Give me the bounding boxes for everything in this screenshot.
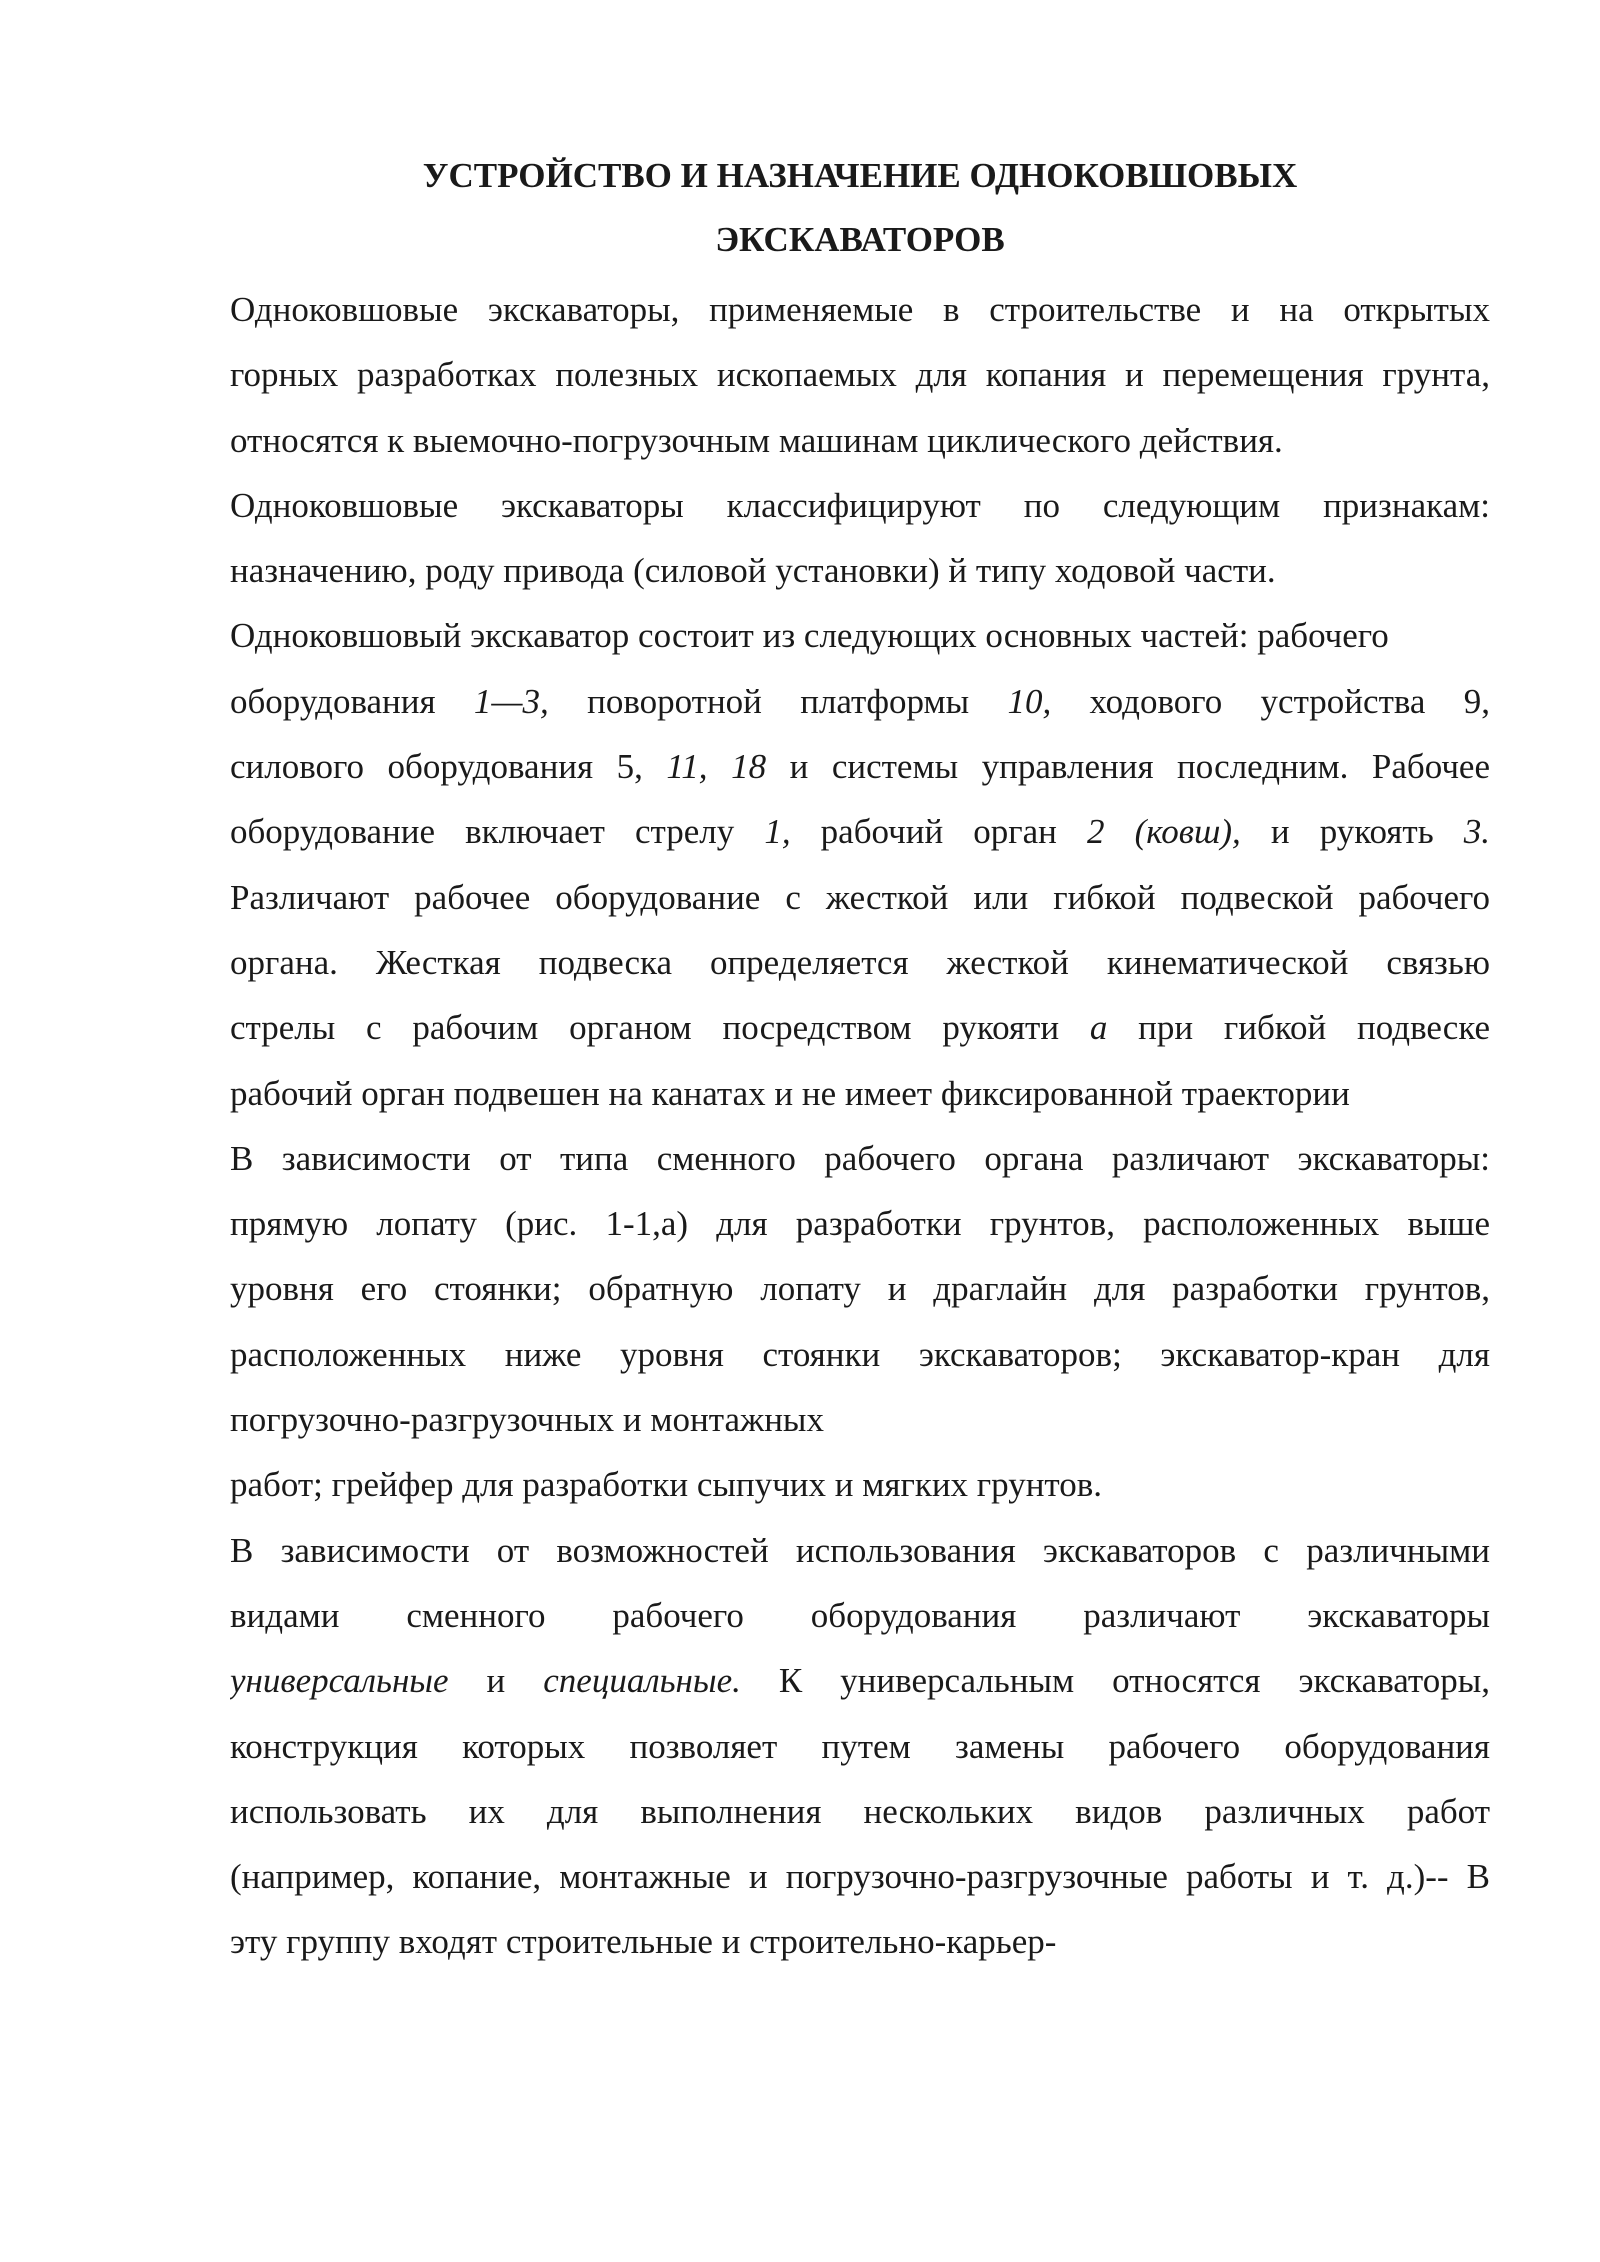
text-segment: Одноковшовый экскаватор состоит из следующих основных частей: рабочего bbox=[230, 616, 1389, 656]
text-line bbox=[230, 1844, 1490, 1909]
text-segment: и рукоять bbox=[1240, 812, 1464, 852]
text-line bbox=[230, 1518, 1490, 1583]
text-line bbox=[230, 1061, 1490, 1126]
text-line bbox=[230, 1648, 1490, 1713]
text-line bbox=[230, 930, 1490, 995]
text-segment: рабочий орган bbox=[790, 812, 1087, 852]
text-line bbox=[230, 538, 1490, 603]
text-line bbox=[230, 1779, 1490, 1844]
text-segment: использовать их для выполнения нескольких видов различных работ bbox=[230, 1791, 1490, 1831]
text-segment: ходового устройства 9, bbox=[1051, 681, 1490, 721]
text-segment: Одноковшовые экскаваторы, применяемые в строительстве и на открытых bbox=[230, 290, 1490, 329]
text-segment: работ; грейфер для разработки сыпучих и мягких грунтов. bbox=[230, 1465, 1103, 1505]
text-segment: видами сменного рабочего оборудования различают экскаваторы bbox=[230, 1595, 1490, 1635]
text-segment: и системы управления последним. Рабочее bbox=[766, 747, 1490, 787]
text-segment: прямую лопату (рис. 1-1,а) для разработки грунтов, расположенных выше bbox=[230, 1204, 1490, 1244]
text-line bbox=[230, 1387, 1490, 1452]
text-segment: при гибкой подвеске bbox=[1107, 1008, 1490, 1048]
page-title-line-2: ЭКСКАВАТОРОВ bbox=[715, 220, 1005, 259]
text-segment: погрузочно-разгрузочных и монтажных bbox=[230, 1400, 824, 1440]
text-line bbox=[230, 1583, 1490, 1648]
text-segment: оборудования bbox=[230, 681, 474, 721]
text-line bbox=[230, 799, 1490, 864]
text-line bbox=[230, 1126, 1490, 1191]
italic-text-segment: 1—3, bbox=[473, 681, 549, 721]
text-line bbox=[230, 1452, 1490, 1517]
italic-text-segment: 1, bbox=[764, 812, 791, 852]
text-segment: эту группу входят строительные и строительно-карьер- bbox=[230, 1922, 1057, 1962]
text-segment: оборудование включает стрелу bbox=[230, 812, 765, 852]
text-line bbox=[230, 1909, 1490, 1974]
text-segment: горных разработках полезных ископаемых для копания и перемещения грунта, bbox=[230, 355, 1490, 395]
italic-text-segment: а bbox=[1089, 1008, 1108, 1048]
text-line bbox=[230, 1191, 1490, 1256]
text-segment: поворотной платформы bbox=[548, 681, 1008, 721]
text-segment: стрелы с рабочим органом посредством рукояти bbox=[230, 1008, 1090, 1048]
text-segment: Различают рабочее оборудование с жесткой или гибкой подвеской рабочего bbox=[230, 877, 1490, 917]
text-line bbox=[230, 277, 1490, 342]
text-line bbox=[230, 1714, 1490, 1779]
text-segment: силового оборудования 5, bbox=[230, 747, 667, 787]
text-line bbox=[230, 865, 1490, 930]
text-segment: и bbox=[448, 1661, 544, 1701]
text-line bbox=[230, 473, 1490, 538]
text-line bbox=[230, 995, 1490, 1060]
italic-text-segment: 2 (ковш), bbox=[1086, 812, 1241, 852]
text-segment: В зависимости от типа сменного рабочего органа различают экскаваторы: bbox=[230, 1138, 1490, 1178]
text-segment: органа. Жесткая подвеска определяется жесткой кинематической связью bbox=[230, 942, 1490, 982]
text-segment: рабочий орган подвешен на канатах и не имеет фиксированной траектории bbox=[230, 1073, 1350, 1113]
text-segment: расположенных ниже уровня стоянки экскаваторов; экскаватор-кран для bbox=[230, 1334, 1490, 1374]
text-segment: относятся к выемочно-погрузочным машинам циклического действия. bbox=[230, 420, 1283, 460]
text-line bbox=[230, 1256, 1490, 1321]
body-text bbox=[230, 277, 1490, 1975]
italic-text-segment: универсальные bbox=[230, 1661, 449, 1701]
text-segment: К универсальным относятся экскаваторы, bbox=[740, 1661, 1490, 1701]
text-line bbox=[230, 734, 1490, 799]
text-line bbox=[230, 342, 1490, 407]
text-segment: назначению, роду привода (силовой установки) й типу ходовой части. bbox=[230, 551, 1276, 591]
text-segment: конструкция которых позволяет путем замены рабочего оборудования bbox=[230, 1726, 1490, 1766]
text-line bbox=[230, 1322, 1490, 1387]
italic-text-segment: специальные. bbox=[543, 1661, 741, 1701]
italic-text-segment: 11, 18 bbox=[666, 747, 767, 787]
text-segment: уровня его стоянки; обратную лопату и драглайн для разработки грунтов, bbox=[230, 1269, 1490, 1309]
text-line bbox=[230, 669, 1490, 734]
text-segment: В зависимости от возможностей использования экскаваторов с различными bbox=[230, 1530, 1490, 1570]
text-segment: Одноковшовые экскаваторы классифицируют по следующим признакам: bbox=[230, 485, 1490, 525]
text-line bbox=[230, 603, 1490, 668]
text-line bbox=[230, 408, 1490, 473]
text-segment: (например, копание, монтажные и погрузочно-разгрузочные работы и т. д.)-- В bbox=[230, 1857, 1490, 1897]
italic-text-segment: 10, bbox=[1007, 681, 1052, 721]
italic-text-segment: 3. bbox=[1463, 812, 1490, 852]
page-title-line-1: УСТРОЙСТВО И НАЗНАЧЕНИЕ ОДНОКОВШОВЫХ bbox=[422, 156, 1298, 195]
